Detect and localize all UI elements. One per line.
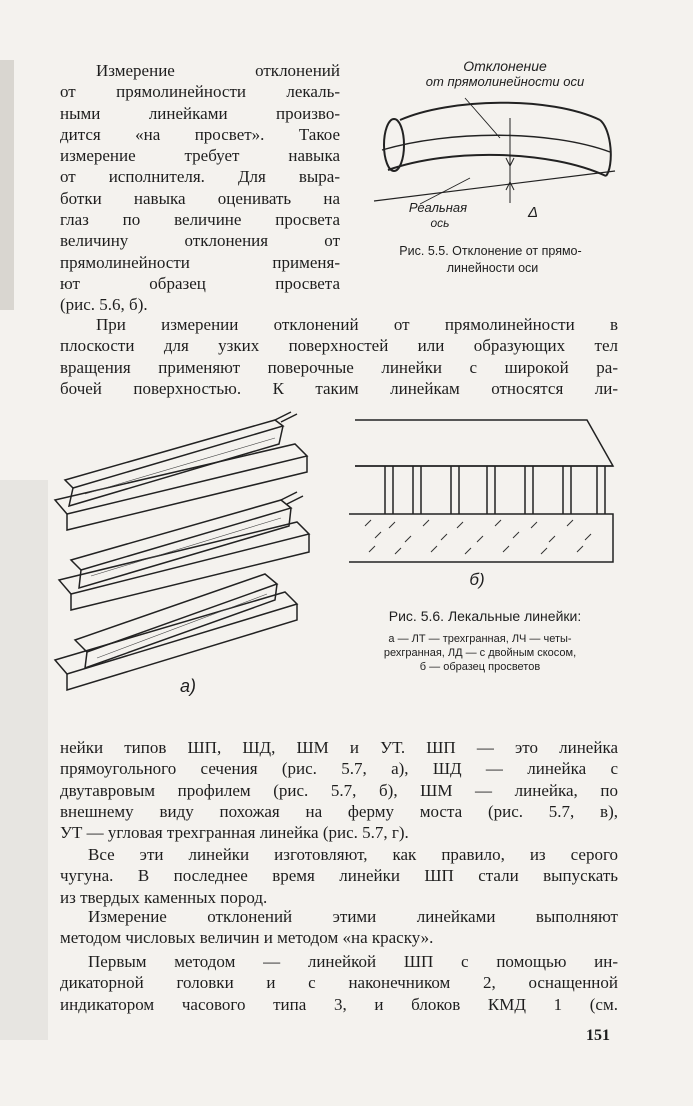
text-line: УТ — угловая трехгранная линейка (рис. 5.7, г).	[60, 823, 409, 843]
text-line: Первым методом — линейкой ШП с помощью ин-	[88, 952, 618, 971]
text-line: дится «на просвет». Такое	[60, 124, 340, 144]
text-line: от прямолинейности лекаль-	[60, 82, 340, 102]
text-line: от исполнителя. Для выра-	[60, 167, 340, 187]
figure-label: от прямолинейности оси	[425, 74, 585, 89]
text-line: плоскости для узких поверхностей или образующих тел	[60, 336, 618, 356]
text-line: измерение требует навыка	[60, 146, 340, 166]
text-line: ботки навыка оценивать на	[60, 188, 340, 208]
text-line: прямоугольного сечения (рис. 5.7, а), ШД — линейка с	[60, 759, 618, 779]
figure-label: а)	[179, 676, 196, 696]
text-line: нейки типов ШП, ШД, ШМ и УТ. ШП — это линейка	[60, 738, 618, 757]
text-line: прямолинейности применя-	[60, 252, 340, 272]
scan-shadow	[0, 60, 14, 310]
pattern-rulers-drawing	[45, 408, 335, 713]
scan-shadow	[0, 480, 48, 1040]
figure-caption: линейности оси	[446, 261, 539, 275]
text-line: При измерении отклонений от прямолинейности в	[96, 315, 618, 334]
text-line: ными линейками произво-	[60, 103, 340, 123]
text-line: величину отклонения от	[60, 231, 340, 251]
figure-label: Отклонение	[463, 58, 547, 74]
text-line: Измерение отклонений	[96, 61, 340, 80]
paragraph	[60, 314, 618, 399]
page-number: 151	[586, 1027, 610, 1044]
light-gap-sample-drawing	[345, 416, 625, 566]
delta-symbol: Δ	[527, 204, 539, 221]
figure-label: ось	[430, 216, 450, 230]
text-line: дикаторной головки и с наконечником 2, оснащенной	[60, 973, 618, 993]
text-line: двутавровым профилем (рис. 5.7, б), ШМ — линейка, по	[60, 780, 618, 800]
text-line: из твердых каменных пород.	[60, 887, 268, 907]
figure-label: б)	[469, 570, 485, 589]
text-line: индикатором часового типа 3, и блоков КМД 1 (см.	[60, 994, 618, 1014]
text-line: вращения применяют поверочные линейки с широкой ра-	[60, 357, 618, 377]
figure-caption: Рис. 5.5. Отклонение от прямо-	[399, 244, 582, 258]
text-line: бочей поверхностью. К таким линейкам относятся ли-	[60, 378, 618, 398]
text-line: (рис. 5.6, б).	[60, 295, 148, 315]
text-line: внешнему виду похожая на ферму моста (рис. 5.7, в),	[60, 801, 618, 821]
figure-caption: рехгранная, ЛД — с двойным скосом,	[383, 647, 577, 659]
figure-5-5	[360, 58, 625, 288]
figure-5-6b	[345, 416, 625, 596]
figure-caption: Рис. 5.6. Лекальные линейки:	[388, 608, 582, 624]
text-line: глаз по величине просвета	[60, 210, 340, 230]
paragraph	[60, 951, 618, 1015]
text-line: чугуна. В последнее время линейки ШП стали выпускать	[60, 866, 618, 886]
text-line: Измерение отклонений этими линейками выполняют	[88, 907, 618, 926]
text-line: ют образец просвета	[60, 273, 340, 293]
figure-caption: б — образец просветов	[419, 661, 541, 673]
figure-5-6a	[45, 408, 335, 713]
text-line: методом числовых величин и методом «на краску».	[60, 928, 434, 948]
text-line: Все эти линейки изготовляют, как правило, из серого	[88, 845, 618, 864]
paragraph	[60, 844, 618, 908]
paragraph-intro	[60, 60, 340, 316]
figure-label: Реальная	[408, 200, 468, 215]
paragraph	[60, 906, 618, 949]
figure-caption: а — ЛТ — трехгранная, ЛЧ — четы-	[388, 633, 572, 645]
paragraph	[60, 737, 618, 843]
